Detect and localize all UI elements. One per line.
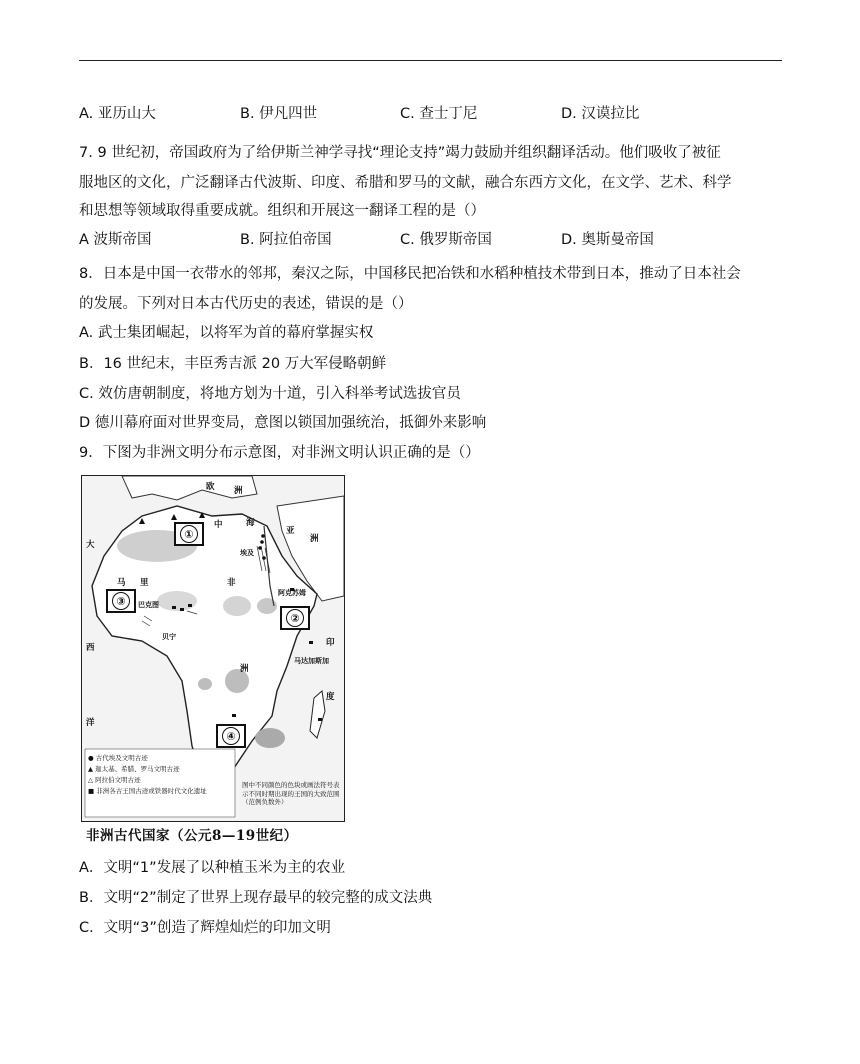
q6-option-b[interactable]: B. 伊凡四世 xyxy=(240,106,318,122)
map-label-atlantic-2: 西 xyxy=(86,643,95,653)
map-label-axum: 阿克苏姆 xyxy=(278,589,306,597)
marker-2: ② xyxy=(286,609,304,627)
q7-stem-line-3: 和思想等领域取得重要成就。组织和开展这一翻译工程的是（） xyxy=(79,203,485,219)
marker-4: ④ xyxy=(222,727,240,745)
marker-box-3 xyxy=(106,589,136,613)
map-label-india-2: 度 xyxy=(326,692,335,702)
header-rule xyxy=(79,60,782,61)
q6-option-c[interactable]: C. 查士丁尼 xyxy=(400,106,478,122)
marker-box-2 xyxy=(280,606,310,630)
marker-box-4 xyxy=(216,724,246,748)
q6-option-d[interactable]: D. 汉谟拉比 xyxy=(561,106,640,122)
map-note: 图中不同颜色的色块或画法符号表示不同时期出现的王国的大致范围（范例负数外） xyxy=(242,781,340,806)
q7-stem-line-2: 服地区的文化，广泛翻译古代波斯、印度、希腊和罗马的文献，融合东西方文化，在文学、艺术、科学 xyxy=(79,175,732,191)
map-label-madagascar: 马达加斯加 xyxy=(294,657,329,665)
q7-option-b[interactable]: B. 阿拉伯帝国 xyxy=(240,232,332,248)
map-legend xyxy=(88,753,207,797)
map-label-africa-2: 洲 xyxy=(240,664,249,674)
marker-3: ③ xyxy=(112,592,130,610)
map-label-egypt: 埃及 xyxy=(240,549,254,557)
map-label-india-1: 印 xyxy=(326,638,335,648)
map-label-timbuktu: 巴克图 xyxy=(138,601,159,609)
legend-item-african-kingdoms: ■ 非洲各古王国古迹或铁器时代文化遗址 xyxy=(88,787,207,795)
q7-stem-line-1: 7. 9 世纪初，帝国政府为了给伊斯兰神学寻找“理论支持”竭力鼓励并组织翻译活动。他们吸收了被征 xyxy=(79,145,721,161)
q8-option-d[interactable]: D 德川幕府面对世界变局，意图以锁国加强统治，抵御外来影响 xyxy=(79,415,487,431)
map-label-mali-2: 里 xyxy=(140,578,149,588)
q7-option-d[interactable]: D. 奥斯曼帝国 xyxy=(561,232,654,248)
q8-option-c[interactable]: C. 效仿唐朝制度，将地方划为十道，引入科举考试选拔官员 xyxy=(79,386,461,402)
legend-item-classical: ▲ 迦太基、希腊、罗马文明古迹 xyxy=(88,765,180,773)
q7-option-c[interactable]: C. 俄罗斯帝国 xyxy=(400,232,492,248)
q8-option-a[interactable]: A. 武士集团崛起，以将军为首的幕府掌握实权 xyxy=(79,325,374,341)
marker-1: ① xyxy=(180,525,198,543)
marker-box-1 xyxy=(174,522,204,546)
map-label-asia-2: 洲 xyxy=(310,534,319,544)
q8-stem-line-2: 的发展。下列对日本古代历史的表述，错误的是（） xyxy=(79,296,413,312)
q9-option-b[interactable]: B．文明“2”制定了世界上现存最早的较完整的成文法典 xyxy=(79,890,433,906)
legend-item-egypt: ● 古代埃及文明古迹 xyxy=(88,754,148,762)
africa-map xyxy=(81,475,345,822)
map-label-mediterranean-1: 中 xyxy=(214,520,223,530)
map-label-europe-1: 欧 xyxy=(206,482,215,492)
map-label-mediterranean-2: 海 xyxy=(246,518,255,528)
map-label-atlantic-3: 洋 xyxy=(86,718,95,728)
q8-stem-line-1: 8．日本是中国一衣带水的邻邦，秦汉之际，中国移民把冶铁和水稻种植技术带到日本，推动了日本社会 xyxy=(79,266,741,282)
q9-stem: 9．下图为非洲文明分布示意图，对非洲文明认识正确的是（） xyxy=(79,445,480,461)
map-label-benin: 贝宁 xyxy=(162,633,176,641)
map-label-africa-1: 非 xyxy=(227,578,236,588)
legend-item-arab: △ 阿拉伯文明古迹 xyxy=(88,776,141,784)
map-caption: 非洲古代国家（公元8—19世纪） xyxy=(86,828,298,844)
q9-option-a[interactable]: A．文明“1”发展了以种植玉米为主的农业 xyxy=(79,860,346,876)
q6-option-a[interactable]: A. 亚历山大 xyxy=(79,106,156,122)
q8-option-b[interactable]: B．16 世纪末，丰臣秀吉派 20 万大军侵略朝鲜 xyxy=(79,356,387,372)
map-label-europe-2: 洲 xyxy=(234,486,243,496)
map-label-mali-1: 马 xyxy=(117,578,126,588)
q9-option-c[interactable]: C．文明“3”创造了辉煌灿烂的印加文明 xyxy=(79,920,331,936)
map-label-asia-1: 亚 xyxy=(286,526,295,536)
map-label-atlantic-1: 大 xyxy=(86,540,95,550)
q7-option-a[interactable]: A 波斯帝国 xyxy=(79,232,152,248)
